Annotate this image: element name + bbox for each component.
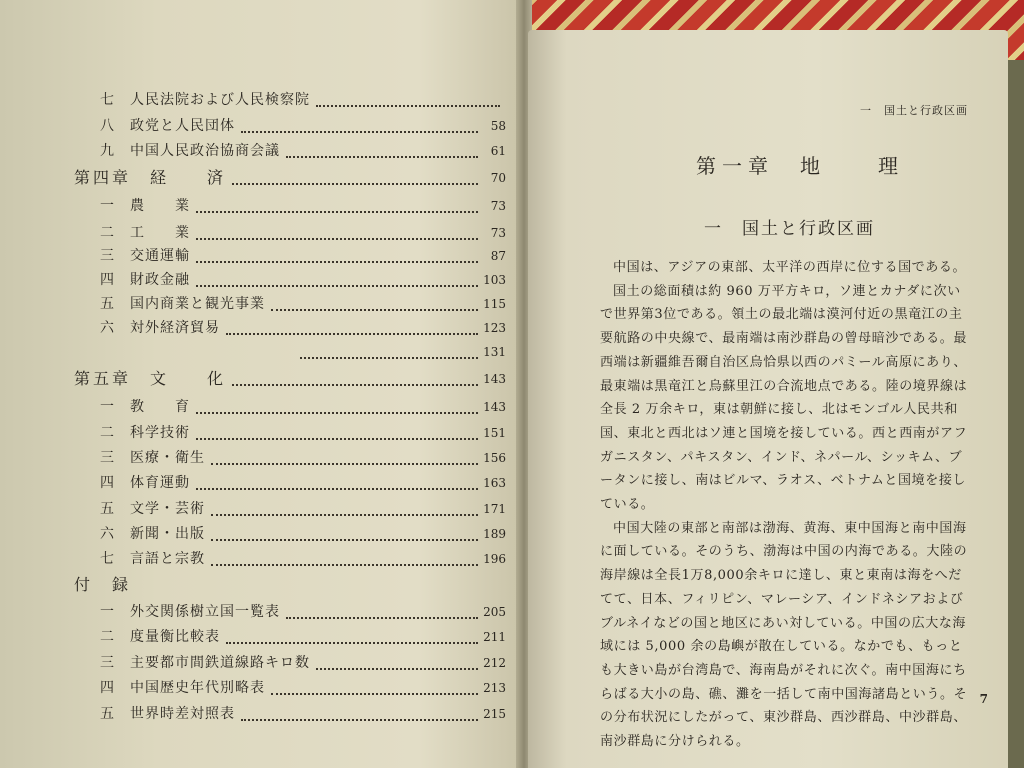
toc-entry-title: 度量衡比較表 — [130, 629, 220, 645]
toc-page-number: 215 — [483, 707, 506, 721]
toc-entry-title: 医療・衛生 — [130, 450, 205, 466]
toc-entry-number: 一 — [100, 604, 114, 620]
right-page — [528, 30, 1008, 768]
toc-entry-title: 第四章 経 済 — [74, 168, 227, 187]
running-header: 一 国土と行政区画 — [860, 104, 968, 117]
section-title: 一 国土と行政区画 — [704, 219, 875, 239]
toc-leader-dots — [211, 540, 478, 566]
toc-entry-title: 中国人民政治協商会議 — [130, 143, 280, 159]
toc-leader-dots — [271, 669, 478, 695]
toc-entry-title: 交通運輸 — [130, 248, 190, 264]
toc-page-number: 70 — [490, 171, 506, 185]
toc-page-number: 103 — [483, 273, 506, 287]
toc-leader-dots — [241, 107, 478, 133]
paragraph: 国土の総面積は約 960 万平方キロ，ソ連とカナダに次いで世界第3位である。領土の最北端は漠河付近の黒竜江の主要航路の中央線で、最南端は南沙群島の曾母暗沙である。最西端は新疆維吾爾自治区烏恰県以西のパミール高原にあり、最東端は黒竜江と烏蘇里江の合流地点である。陸の境界線は全長 2 万余キロ，東は朝鮮に接し、北はモンゴル人民共和国、東北と西北はソ連と国境を接している。西と西南がアフガニスタン、パキスタン、インド、ネパール、シッキム、ブータンに接し、南はビルマ、ラオス、ベトナムと国境を接している。 — [600, 283, 968, 513]
toc-page-number: 131 — [483, 345, 506, 359]
toc-page-number: 115 — [483, 297, 506, 311]
paragraph: 中国は、アジアの東部、太平洋の西岸に位する国である。 — [613, 260, 967, 275]
toc-entry-title: 政党と人民団体 — [130, 118, 235, 134]
toc-leader-dots — [196, 414, 478, 440]
toc-entry-number: 二 — [100, 629, 114, 645]
toc-entry-number: 二 — [100, 225, 114, 241]
toc-leader-dots — [286, 132, 478, 158]
toc-entry-title: 付 録 — [74, 575, 132, 594]
toc-page-number: 73 — [490, 199, 506, 213]
toc-leader-dots — [271, 285, 478, 311]
toc-leader-dots — [300, 333, 478, 359]
toc-page-number: 156 — [483, 451, 506, 465]
toc-entry-title: 世界時差対照表 — [130, 706, 235, 722]
toc-page-number: 163 — [483, 476, 506, 490]
toc-entry-title: 言語と宗教 — [130, 551, 205, 567]
toc-page-number: 87 — [490, 249, 506, 263]
toc-leader-dots — [196, 464, 478, 490]
toc-entry-title: 工 業 — [130, 225, 190, 241]
toc-entry-number: 九 — [100, 143, 114, 159]
toc-leader-dots — [232, 159, 478, 185]
body-text — [600, 256, 970, 754]
toc-entry-number: 五 — [100, 706, 114, 722]
toc-entry-title: 文学・芸術 — [130, 501, 205, 517]
toc-entry-number: 四 — [100, 475, 114, 491]
toc-entry-title: 新聞・出版 — [130, 526, 205, 542]
toc-entry-title: 人民法院および人民検察院 — [130, 92, 310, 108]
toc-leader-dots — [196, 187, 478, 213]
toc-entry-number: 六 — [100, 320, 114, 336]
toc-leader-dots — [232, 360, 478, 386]
toc-entry-number: 七 — [100, 92, 114, 108]
toc-leader-dots — [196, 388, 478, 414]
toc-entry-title: 教 育 — [130, 399, 190, 415]
toc-page-number: 151 — [483, 426, 506, 440]
paragraph: 中国大陸の東部と南部は渤海、黄海、東中国海と南中国海に面している。そのうち、渤海は中国の内海である。大陸の海岸線は全長1万8,000余キロに達し、東と東南は海をへだてて、日本、フィリピン、マレーシア、インドネシアおよびブルネイなどの国と地区にあい対している。中国の広大な海域には 5,000 余の島嶼が散在している。なかでも、もっとも大きい島が台湾島で、海南島がそれに次ぐ。南中国海にちらばる大小の島、礁、灘を一括して南中国海諸島という。その分布状況にしたがって、東沙群島、西沙群島、中沙群島、南沙群島に分けられる。 — [600, 520, 968, 750]
toc-leader-dots — [211, 515, 478, 541]
toc-entry-number: 五 — [100, 296, 114, 312]
toc-page-number: 205 — [483, 605, 506, 619]
toc-page-number: 123 — [483, 321, 506, 335]
toc-leader-dots — [211, 439, 478, 465]
toc-entry-number: 三 — [100, 655, 114, 671]
toc-entry-number: 二 — [100, 425, 114, 441]
toc-entry-title: 対外経済貿易 — [130, 320, 220, 336]
toc-leader-dots — [196, 237, 478, 263]
toc-entry-title: 中国歴史年代別略表 — [130, 680, 265, 696]
toc-entry-number: 四 — [100, 680, 114, 696]
toc-leader-dots — [316, 644, 478, 670]
toc-entry-number: 七 — [100, 551, 114, 567]
toc-page-number: 143 — [483, 400, 506, 414]
toc-entry-title: 科学技術 — [130, 425, 190, 441]
toc-entry-number: 一 — [100, 198, 114, 214]
toc-entry-number: 一 — [100, 399, 114, 415]
toc-leader-dots — [316, 81, 500, 107]
toc-page-number: 196 — [483, 552, 506, 566]
toc-entry-title: 農 業 — [130, 198, 190, 214]
toc-entry-title: 財政金融 — [130, 272, 190, 288]
toc-entry-number: 三 — [100, 248, 114, 264]
toc-entry-number: 五 — [100, 501, 114, 517]
toc-leader-dots — [196, 261, 478, 287]
toc-entry-title: 国内商業と観光事業 — [130, 296, 265, 312]
toc-page-number: 212 — [483, 656, 506, 670]
toc-entry-number: 三 — [100, 450, 114, 466]
toc-leader-dots — [226, 618, 478, 644]
toc-entry-number: 四 — [100, 272, 114, 288]
chapter-title: 第一章 地 理 — [696, 154, 904, 178]
toc-page-number: 171 — [483, 502, 506, 516]
toc-page-number: 73 — [490, 226, 506, 240]
toc-page-number: 61 — [490, 144, 506, 158]
toc-leader-dots — [211, 490, 478, 516]
toc-entry-title: 主要都市間鉄道線路キロ数 — [130, 655, 310, 671]
toc-page-number: 213 — [483, 681, 506, 695]
page-number: 7 — [979, 692, 988, 706]
toc-entry-title: 体育運動 — [130, 475, 190, 491]
toc-leader-dots — [241, 695, 478, 721]
toc-page-number: 58 — [490, 119, 506, 133]
toc-entry-number: 六 — [100, 526, 114, 542]
toc-entry-number: 八 — [100, 118, 114, 134]
toc-leader-dots — [286, 593, 478, 619]
toc-page-number: 211 — [483, 630, 506, 644]
toc-page-number: 189 — [483, 527, 506, 541]
toc-entry — [0, 702, 520, 726]
toc-entry-title: 第五章 文 化 — [74, 369, 227, 388]
toc-entry-title: 外交関係樹立国一覧表 — [130, 604, 280, 620]
toc-entry — [0, 547, 520, 571]
toc-leader-dots — [226, 309, 478, 335]
toc-page-number: 143 — [483, 372, 506, 386]
